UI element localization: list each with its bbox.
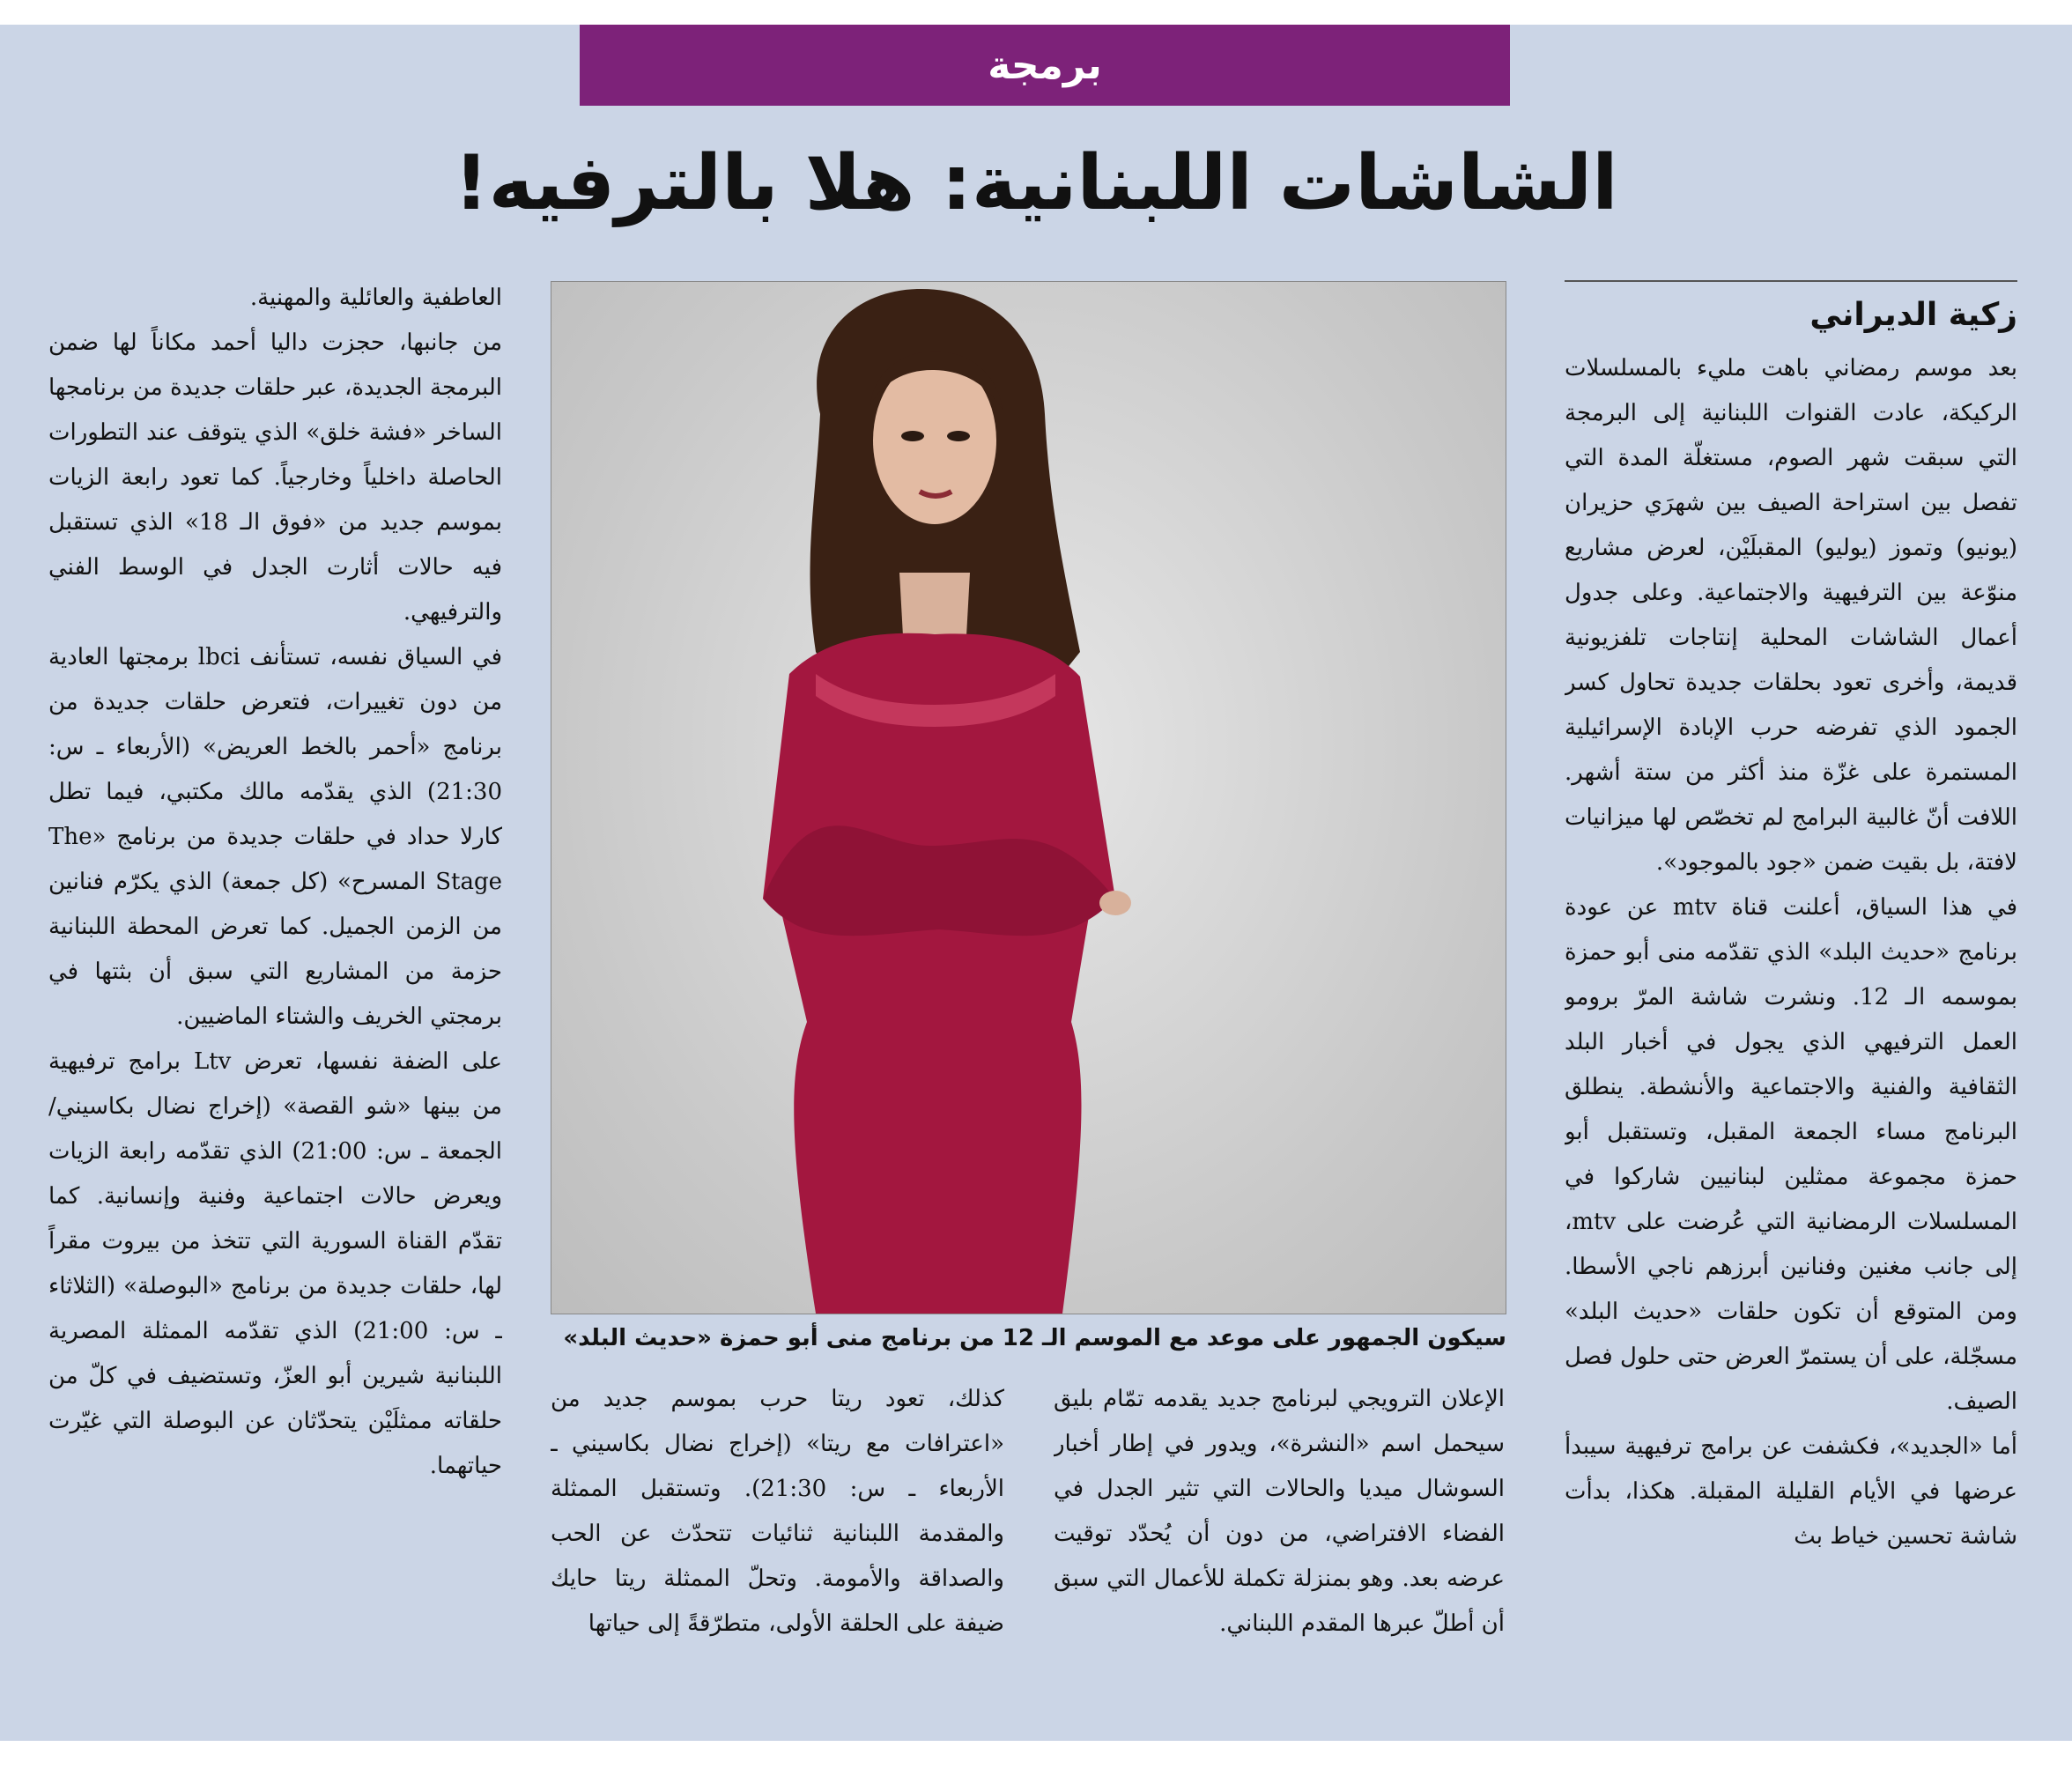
article-headline: الشاشات اللبنانية: هلا بالترفيه! (454, 139, 1618, 227)
column-third (551, 1377, 1004, 1729)
byline-divider (1565, 280, 2017, 282)
woman-portrait-icon (551, 282, 1506, 1314)
column-first-para-1: بعد موسم رمضاني باهت مليء بالمسلسلات الركيكة، عادت القنوات اللبنانية إلى البرمجة التي سبقت شهر الصوم، مستغلّة المدة التي تفصل بين استراحة الصيف بين شهرَي حزيران (يونيو) وتموز (يوليو) المقبلَيْن، لعرض مشاريع منوّعة بين الترفيهية والاجتماعية. وعلى جدول أعمال الشاشات المحلية إنتاجات تلفزيونية قديمة، وأخرى تعود بحلقات جديدة تحاول كسر الجمود الذي تفرضه حرب الإبادة الإسرائيلية المستمرة على غزّة منذ أكثر من ستة أشهر. اللافت أنّ غالبية البرامج لم تخصّص لها ميزانيات لافتة، بل بقيت ضمن «جود بالموجود». (1565, 355, 2017, 876)
column-fourth-para-1: العاطفية والعائلية والمهنية. (249, 285, 502, 311)
newspaper-page (0, 25, 2072, 1741)
author-byline: زكية الديراني (1809, 297, 2017, 333)
column-first-para-3: أما «الجديد»، فكشفت عن برامج ترفيهية سيبدأ عرضها في الأيام القليلة المقبلة. هكذا، بدأت شاشة تحسين خياط بث (1565, 1433, 2017, 1550)
column-fourth-para-4: على الضفة نفسها، تعرض Ltv برامج ترفيهية من بينها «شو القصة» (إخراج نضال بكاسيني/ الجمعة ـ س: 21:00) الذي تقدّمه رابعة الزيات ويعرض حالات اجتماعية وفنية وإنسانية. كما تقدّم القناة السورية التي تتخذ من بيروت مقراً لها، حلقات جديدة من برنامج «البوصلة» (الثلاثاء ـ س: 21:00) الذي تقدّمه الممثلة المصرية اللبنانية شيرين أبو العزّ، وتستضيف في كلّ من حلقاته ممثلَيْن يتحدّثان عن البوصلة التي غيّرت حياتهما. (48, 1048, 502, 1479)
column-fourth-para-2: من جانبها، حجزت داليا أحمد مكاناً لها ضمن البرمجة الجديدة، عبر حلقات جديدة من برنامجها الساخر «فشة خلق» الذي يتوقف عند التطورات الحاصلة داخلياً وخارجياً. كما تعود رابعة الزيات بموسم جديد من «فوق الـ 18» الذي تستقبل فيه حالات أثارت الجدل في الوسط الفني والترفيهي. (48, 329, 502, 625)
column-fourth-para-3: في السياق نفسه، تستأنف lbci برمجتها العادية من دون تغييرات، فتعرض حلقات جديدة من برنامج «أحمر بالخط العريض» (الأربعاء ـ س: 21:30) الذي يقدّمه مالك مكتبي، فيما تطل كارلا حداد في حلقات جديدة من برنامج «The Stage المسرح» (كل جمعة) الذي يكرّم فنانين من الزمن الجميل. كما تعرض المحطة اللبنانية حزمة من المشاريع التي سبق أن بثتها في برمجتي الخريف والشتاء الماضيين. (48, 644, 502, 1030)
photo-caption: سيكون الجمهور على موعد مع الموسم الـ 12 من برنامج منى أبو حمزة «حديث البلد» (563, 1325, 1506, 1351)
column-first (1565, 346, 2017, 1729)
column-second (1054, 1377, 1505, 1729)
section-banner (580, 25, 1510, 106)
article-photo (551, 281, 1506, 1314)
section-label: برمجة (988, 42, 1102, 88)
column-third-para-1: كذلك، تعود ريتا حرب بموسم جديد من «اعترافات مع ريتا» (إخراج نضال بكاسيني ـ الأربعاء ـ س: 21:30). وتستقبل الممثلة والمقدمة اللبنانية ثنائيات تتحدّث عن الحب والصداقة والأمومة. وتحلّ الممثلة ريتا حايك ضيفة على الحلقة الأولى، متطرّقةً إلى حياتها (551, 1386, 1004, 1637)
column-first-para-2: في هذا السياق، أعلنت قناة mtv عن عودة برنامج «حديث البلد» الذي تقدّمه منى أبو حمزة بموسمه الـ 12. ونشرت شاشة المرّ برومو العمل الترفيهي الذي يجول في أخبار البلد الثقافية والفنية والاجتماعية والأنشطة. ينطلق البرنامج مساء الجمعة المقبل، وتستقبل أبو حمزة مجموعة ممثلين لبنانيين شاركوا في المسلسلات الرمضانية التي عُرضت على mtv، إلى جانب مغنين وفنانين أبرزهم ناجي الأسطا. ومن المتوقع أن تكون حلقات «حديث البلد» مسجّلة، على أن يستمرّ العرض حتى حلول فصل الصيف. (1565, 894, 2017, 1415)
column-fourth (48, 276, 502, 1729)
column-second-para-1: الإعلان الترويجي لبرنامج جديد يقدمه تمّام بليق سيحمل اسم «النشرة»، ويدور في إطار أخبار السوشال ميديا والحالات التي تثير الجدل في الفضاء الافتراضي، من دون أن يُحدّد توقيت عرضه بعد. وهو بمنزلة تكملة للأعمال التي سبق أن أطلّ عبرها المقدم اللبناني. (1054, 1386, 1505, 1637)
